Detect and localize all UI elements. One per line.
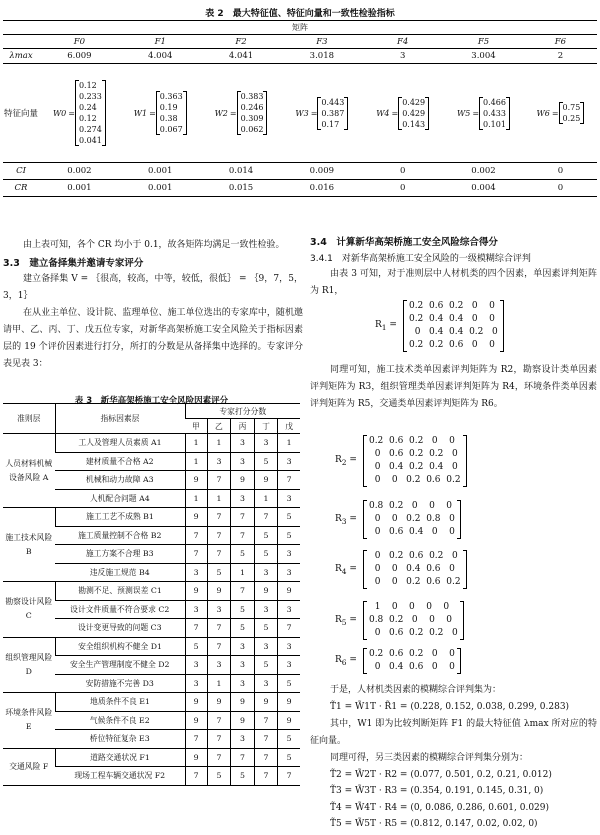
eigenvector-entry: 0.19 [159, 103, 178, 112]
score-cell: 7 [207, 508, 231, 527]
matrix-row: 0 0.6 0.2 0.2 0 [368, 628, 458, 638]
eigenvector-entry: 0.246 [240, 103, 264, 112]
score-cell: 3 [231, 730, 255, 749]
cr-value-0: 0.001 [67, 183, 92, 193]
score-cell: 3 [254, 563, 278, 582]
score-cell: 7 [207, 619, 231, 638]
eigenvector-entry: 0.466 [483, 97, 506, 107]
section-3-4-1-heading: 3.4.1 对新华高架桥施工安全风险的一级模糊综合评判 [310, 254, 531, 264]
ci-value-2: 0.014 [228, 166, 254, 176]
score-cell: 3 [207, 600, 231, 619]
score-cell: 3 [278, 563, 300, 582]
matrix-row: 0 0 0.2 0.8 0 [368, 514, 455, 524]
table2 [3, 20, 597, 197]
score-cell: 3 [254, 600, 278, 619]
score-cell: 5 [254, 526, 278, 545]
eigenvector-entry: 0.433 [483, 108, 506, 118]
matrix-row: 0.2 0.6 0.2 0 0 [408, 301, 495, 311]
eigenvector-name-1: W1 [133, 108, 148, 118]
eigenvector-entry: 0.429 [402, 97, 426, 107]
expert-name-2: 丙 [231, 419, 255, 434]
score-cell: 7 [254, 748, 278, 767]
eigenvector-entry: 0.12 [78, 114, 97, 123]
score-cell: 5 [254, 452, 278, 471]
table3 [3, 403, 300, 786]
table-row [3, 637, 300, 656]
lambda-value-3: 3.018 [309, 51, 335, 61]
eigenvector-matrix-6: W6 = 0.75 0.25 [537, 102, 585, 124]
score-cell: 9 [278, 693, 300, 712]
expert-name-0: 甲 [185, 419, 207, 434]
eigenvector-name-3: W3 [295, 108, 309, 118]
ci-value-6: 0 [557, 166, 564, 176]
matrix-row: 0 0 0.2 0.6 0.2 [368, 577, 461, 587]
score-cell: 3 [278, 489, 300, 508]
eigenvector-entry: 0.274 [78, 125, 102, 134]
factor-cell: 道路交通状况 F1 [55, 748, 185, 767]
factor-cell: 建材质量不合格 A2 [55, 452, 185, 471]
eigenvector-bracket-0 [75, 80, 106, 146]
score-cell: 9 [278, 711, 300, 730]
score-cell: 7 [231, 582, 255, 601]
eigenvector-name-6: W6 [536, 108, 550, 118]
eigenvector-4 [362, 64, 443, 163]
score-cell: 7 [207, 545, 231, 564]
expert-name-3: 丁 [254, 419, 278, 434]
fuzzy-set-t3: T̃3 = W̃3T · R3 = (0.354, 0.191, 0.145, 0.31, 0) [330, 786, 544, 796]
eigenvector-bracket-2 [237, 91, 268, 135]
score-cell: 9 [254, 693, 278, 712]
eigenvector-name-2: W2 [214, 108, 228, 118]
score-cell: 3 [185, 674, 207, 693]
score-cell: 3 [207, 452, 231, 471]
lambda-value-2: 4.041 [228, 51, 254, 61]
score-cell: 9 [278, 582, 300, 601]
factor-cell: 人机配合问题 A4 [55, 489, 185, 508]
factor-cell: 地质条件不良 E1 [55, 693, 185, 712]
eigenvector-entry: 0.24 [78, 103, 97, 112]
score-cell: 5 [278, 748, 300, 767]
eigenvector-entry: 0.38 [159, 114, 178, 123]
eigenvector-entry: 0.383 [240, 92, 264, 101]
eigenvector-0 [39, 64, 120, 163]
score-cell: 7 [278, 471, 300, 490]
right-paragraph-2: 同理可知，施工技术类单因素评判矩阵为 R2，勘察设计类单因素评判矩阵为 R3，组织管理类单因素评判矩阵为 R4，环境条件类单因素评判矩阵为 R5，交通类单因素评判矩阵为 R6。 [310, 365, 597, 409]
table-row [3, 434, 300, 453]
eigenvector-bracket-6 [559, 102, 585, 124]
score-cell: 1 [185, 434, 207, 453]
score-cell: 7 [207, 748, 231, 767]
score-cell: 3 [231, 489, 255, 508]
score-cell: 7 [207, 471, 231, 490]
score-cell: 5 [231, 767, 255, 786]
factor-cell: 安全生产管理制度不健全 D2 [55, 656, 185, 675]
criterion-cell: 施工技术风险 B [3, 508, 55, 582]
right-paragraph-3: 于是，人材机类因素的模糊综合评判集为： [330, 685, 502, 695]
score-cell: 5 [254, 545, 278, 564]
col-header-3: F3 [316, 36, 328, 47]
cr-value-5: 0.004 [471, 183, 496, 193]
matrix-row: 0 0 0.2 0.6 0.2 [368, 475, 461, 485]
lambda-value-0: 6.009 [67, 51, 92, 61]
score-cell: 7 [278, 767, 300, 786]
score-cell: 5 [231, 545, 255, 564]
factor-cell: 违反施工规范 B4 [55, 563, 185, 582]
cr-value-1: 0.001 [148, 183, 173, 193]
matrix-r5: $R_5$ = 1 0 0 0 0 0.8 0.2 0 0 0 0 0.6 0.2 0.2 0 [335, 601, 464, 640]
factor-cell: 勘测不足、预测误差 C1 [55, 582, 185, 601]
factor-cell: 安防措施不完善 D3 [55, 674, 185, 693]
right-paragraph-4: 其中，W1 即为比较判断矩阵 F1 的最大特征值 λmax 所对应的特征向量。 [310, 718, 597, 746]
eigenvector-3 [281, 64, 362, 163]
score-cell: 9 [254, 471, 278, 490]
score-cell: 5 [254, 656, 278, 675]
cr-label: CR [14, 183, 28, 193]
score-cell: 3 [185, 563, 207, 582]
matrix-row: 0.8 0.2 0 0 0 [368, 615, 452, 625]
eigenvector-entry: 0.75 [562, 103, 581, 112]
score-cell: 7 [254, 508, 278, 527]
criterion-cell: 组织管理风险 D [3, 637, 55, 693]
score-cell: 5 [278, 508, 300, 527]
factor-cell: 施工方案不合理 B3 [55, 545, 185, 564]
lambda-value-1: 4.004 [148, 51, 173, 61]
left-paragraph-3: 在从业主单位、设计院、监理单位、施工单位选出的专家库中，随机邀请甲、乙、丙、丁、戊五位专家，对新华高架桥施工安全风险关于指标因素层的 19 个评价因素进行打分，所打的分数是从备择集中选择的。专家评分表见表 3： [3, 308, 303, 369]
eigenvector-entry: 0.067 [159, 125, 183, 134]
score-cell: 9 [185, 471, 207, 490]
factor-cell: 现场工程车辆交通状况 F2 [55, 767, 185, 786]
vector-label: 特征向量 [3, 109, 38, 119]
col-header-6: F6 [554, 36, 567, 47]
table-row [3, 582, 300, 601]
matrix-row: 0.2 0.4 0.4 0 0 [408, 314, 495, 324]
table-row [3, 508, 300, 527]
factor-cell: 施工工艺不成熟 B1 [55, 508, 185, 527]
cr-value-2: 0.015 [228, 183, 254, 193]
score-cell: 7 [231, 508, 255, 527]
matrix-row: 0 0.6 0.2 0.2 0 [368, 449, 458, 459]
col-header-1: F1 [154, 36, 166, 47]
score-cell: 1 [231, 563, 255, 582]
eigenvector-name-5: W5 [457, 108, 471, 118]
col-header-5: F5 [477, 36, 490, 47]
factor-cell: 工人及管理人员素质 A1 [55, 434, 185, 453]
score-cell: 3 [254, 434, 278, 453]
experts-header: 专家打分分数 [185, 404, 300, 419]
score-cell: 5 [231, 600, 255, 619]
score-cell: 9 [185, 508, 207, 527]
score-cell: 5 [254, 619, 278, 638]
score-cell: 3 [254, 637, 278, 656]
score-cell: 1 [254, 489, 278, 508]
score-cell: 5 [231, 619, 255, 638]
matrix-header: 矩阵 [292, 23, 308, 32]
score-cell: 1 [207, 674, 231, 693]
score-cell: 9 [207, 693, 231, 712]
score-cell: 3 [231, 637, 255, 656]
score-cell: 9 [185, 748, 207, 767]
eigenvector-1 [120, 64, 201, 163]
matrix-row: 0.2 0.6 0.2 0 0 [368, 436, 455, 446]
right-paragraph-5: 同理可得，另三类因素的模糊综合评判集分别为： [330, 752, 529, 763]
score-cell: 5 [207, 767, 231, 786]
eigenvector-entry: 0.233 [78, 92, 102, 101]
ci-label: CI [16, 166, 26, 176]
ci-value-0: 0.002 [67, 166, 92, 176]
score-cell: 9 [231, 693, 255, 712]
score-cell: 7 [207, 637, 231, 656]
score-cell: 3 [231, 434, 255, 453]
ci-value-1: 0.001 [148, 166, 173, 176]
table-row [3, 693, 300, 712]
score-cell: 9 [231, 471, 255, 490]
score-cell: 3 [207, 656, 231, 675]
score-cell: 7 [185, 730, 207, 749]
factor-cell: 设计文件质量不符合要求 C2 [55, 600, 185, 619]
table2-title: 表 2 最大特征值、特征向量和一致性检验指标 [205, 9, 395, 19]
matrix-row: 0 0.4 0.6 0 0 [368, 662, 455, 672]
fuzzy-set-t2: T̃2 = W̃2T · R2 = (0.077, 0.501, 0.2, 0.21, 0.012) [330, 769, 552, 780]
matrix-row: 0 0.4 0.4 0.2 0 [408, 327, 498, 337]
score-cell: 1 [278, 434, 300, 453]
expert-name-1: 乙 [207, 419, 231, 434]
matrix-row: 0.8 0.2 0 0 0 [368, 501, 452, 511]
score-cell: 3 [278, 545, 300, 564]
score-cell: 9 [185, 711, 207, 730]
ci-value-3: 0.009 [309, 166, 335, 176]
factor-cell: 机械和动力故障 A3 [55, 471, 185, 490]
matrix-row: 0 0.2 0.6 0.2 0 [368, 551, 458, 561]
factor-cell: 气候条件不良 E2 [55, 711, 185, 730]
lambda-value-6: 2 [557, 51, 564, 61]
eigenvector-bracket-3 [317, 97, 348, 130]
eigenvector-bracket-1 [156, 91, 187, 135]
score-cell: 5 [278, 730, 300, 749]
matrix-r2: $R_2$ = 0.2 0.6 0.2 0 0 0 0.6 0.2 0.2 0 0 0.4 0.2 0.4 0 0 0 0.2 0.6 0.2 [335, 435, 467, 487]
lambda-value-5: 3.004 [471, 51, 496, 61]
score-cell: 7 [207, 730, 231, 749]
matrix-row: 0 0.6 0.4 0 0 [368, 527, 455, 537]
score-cell: 9 [185, 582, 207, 601]
factor-cell: 施工质量控制不合格 B2 [55, 526, 185, 545]
score-cell: 9 [185, 693, 207, 712]
eigenvector-entry: 0.363 [159, 92, 183, 101]
score-cell: 3 [254, 674, 278, 693]
right-paragraph-1: 由表 3 可知，对于准则层中人材机类的四个因素，单因素评判矩阵为 R1， [310, 269, 597, 296]
matrix-row: 0.2 0.6 0.2 0 0 [368, 649, 455, 659]
score-cell: 5 [185, 637, 207, 656]
col-header-0: F0 [73, 36, 86, 47]
table3-title: 表 3 新华高架桥施工安全风险因素评分 [74, 396, 229, 406]
matrix-r3: $R_3$ = 0.8 0.2 0 0 0 0 0 0.2 0.8 0 0 0.6 0.4 0 0 [335, 500, 461, 539]
factor-cell: 设计变更导致的问题 C3 [55, 619, 185, 638]
eigenvector-matrix-2: W2 = 0.383 0.246 0.309 0.062 [215, 91, 268, 135]
eigenvector-6 [524, 64, 597, 163]
eigenvector-entry: 0.143 [402, 119, 426, 129]
eigenvector-name-4: W4 [376, 108, 390, 118]
matrix-r4: $R_4$ = 0 0.2 0.6 0.2 0 0 0 0.4 0.6 0 0 0 0.2 0.6 0.2 [335, 550, 467, 589]
score-cell: 3 [278, 637, 300, 656]
score-cell: 5 [278, 526, 300, 545]
score-cell: 1 [185, 489, 207, 508]
eigenvector-entry: 0.25 [562, 114, 581, 123]
section-3-4-heading: 3.4 计算新华高架桥施工安全风险综合得分 [310, 237, 498, 248]
score-cell: 7 [231, 526, 255, 545]
matrix-r6: $R_6$ = 0.2 0.6 0.2 0 0 0 0.4 0.6 0 0 [335, 648, 461, 674]
eigenvector-entry: 0.062 [240, 125, 264, 134]
eigenvector-bracket-4 [398, 97, 429, 130]
matrix-row: 0 0 0.4 0.6 0 [368, 564, 455, 574]
criterion-cell: 环境条件风险 E [3, 693, 55, 749]
score-cell: 9 [231, 711, 255, 730]
left-paragraph-2: 建立备择集 V = ｛很高，较高，中等，较低，很低｝ = ｛9，7，5，3，1｝ [3, 274, 303, 301]
eigenvector-bracket-5 [479, 97, 510, 130]
col-header-2: F2 [235, 36, 247, 47]
score-cell: 5 [278, 674, 300, 693]
col-header-4: F4 [397, 36, 409, 47]
score-cell: 3 [231, 656, 255, 675]
eigenvector-entry: 0.12 [78, 81, 97, 90]
score-cell: 3 [231, 674, 255, 693]
eigenvector-entry: 0.387 [321, 108, 345, 118]
score-cell: 5 [207, 563, 231, 582]
score-cell: 7 [278, 619, 300, 638]
eigenvector-matrix-1: W1 = 0.363 0.19 0.38 0.067 [134, 91, 187, 135]
lambda-value-4: 3 [399, 51, 406, 61]
factor-cell: 桥位特征复杂 E3 [55, 730, 185, 749]
left-paragraph-1: 由上表可知，各个 CR 均小于 0.1，故各矩阵均满足一致性检验。 [23, 240, 285, 250]
cr-value-4: 0 [399, 183, 406, 193]
ci-value-4: 0 [399, 166, 406, 176]
score-cell: 7 [185, 619, 207, 638]
score-cell: 3 [278, 600, 300, 619]
eigenvector-5 [443, 64, 524, 163]
criterion-cell: 人员材料机械设备风险 A [3, 434, 55, 508]
score-cell: 7 [231, 748, 255, 767]
eigenvector-matrix-0: W0 = 0.12 0.233 0.24 0.12 0.274 0.041 [53, 80, 106, 146]
matrix-row: 1 0 0 0 0 [368, 602, 450, 612]
expert-name-4: 戊 [278, 419, 300, 434]
cr-value-6: 0 [557, 183, 564, 193]
eigenvector-name-0: W0 [52, 108, 67, 118]
score-cell: 3 [278, 452, 300, 471]
eigenvector-entry: 0.309 [240, 114, 264, 123]
factor-header: 指标因素层 [55, 404, 185, 434]
eigenvector-entry: 0.429 [402, 108, 426, 118]
eigenvector-entry: 0.17 [321, 119, 340, 129]
score-cell: 1 [207, 489, 231, 508]
fuzzy-set-t1: T̃1 = W̃1T · R̃1 = (0.228, 0.152, 0.038, 0.299, 0.283) [330, 702, 570, 712]
score-cell: 7 [185, 545, 207, 564]
eigenvector-matrix-4: W4 = 0.429 0.429 0.143 [376, 97, 429, 130]
eigenvector-entry: 0.443 [321, 97, 345, 107]
score-cell: 3 [231, 452, 255, 471]
score-cell: 7 [185, 767, 207, 786]
eigenvector-matrix-5: W5 = 0.466 0.433 0.101 [457, 97, 510, 130]
lambda-label: λmax [9, 51, 33, 61]
score-cell: 7 [254, 730, 278, 749]
eigenvector-matrix-3: W3 = 0.443 0.387 0.17 [295, 97, 348, 130]
eigenvector-2 [201, 64, 282, 163]
score-cell: 1 [207, 434, 231, 453]
criterion-cell: 交通风险 F [3, 748, 55, 785]
score-cell: 7 [207, 711, 231, 730]
score-cell: 9 [254, 582, 278, 601]
score-cell: 7 [207, 526, 231, 545]
criterion-cell: 勘察设计风险 C [3, 582, 55, 638]
score-cell: 7 [254, 767, 278, 786]
section-3-3-heading: 3.3 建立备择集并邀请专家评分 [3, 258, 144, 269]
score-cell: 3 [185, 656, 207, 675]
score-cell: 9 [207, 582, 231, 601]
matrix-row: 0 0.4 0.2 0.4 0 [368, 462, 458, 472]
cr-value-3: 0.016 [309, 183, 335, 193]
criterion-header: 准则层 [3, 404, 55, 434]
factor-cell: 安全组织机构不健全 D1 [55, 637, 185, 656]
matrix-row: 0.2 0.2 0.6 0 0 [408, 340, 495, 350]
score-cell: 3 [185, 600, 207, 619]
matrix-r1: $R_1$ = 0.2 0.6 0.2 0 0 0.2 0.4 0.4 0 0 0 0.4 0.4 0.2 0 0.2 0.2 0.6 0 0 [375, 300, 504, 352]
ci-value-5: 0.002 [471, 166, 496, 176]
score-cell: 7 [185, 526, 207, 545]
score-cell: 3 [278, 656, 300, 675]
score-cell: 7 [254, 711, 278, 730]
fuzzy-set-t4: T̃4 = W̃4T · R4 = (0, 0.086, 0.286, 0.601, 0.029) [330, 802, 550, 813]
eigenvector-entry: 0.041 [78, 136, 102, 145]
fuzzy-set-t5: T̃5 = W̃5T · R5 = (0.812, 0.147, 0.02, 0.02, 0) [330, 819, 538, 829]
table-row [3, 748, 300, 767]
score-cell: 1 [185, 452, 207, 471]
eigenvector-entry: 0.101 [483, 119, 506, 129]
